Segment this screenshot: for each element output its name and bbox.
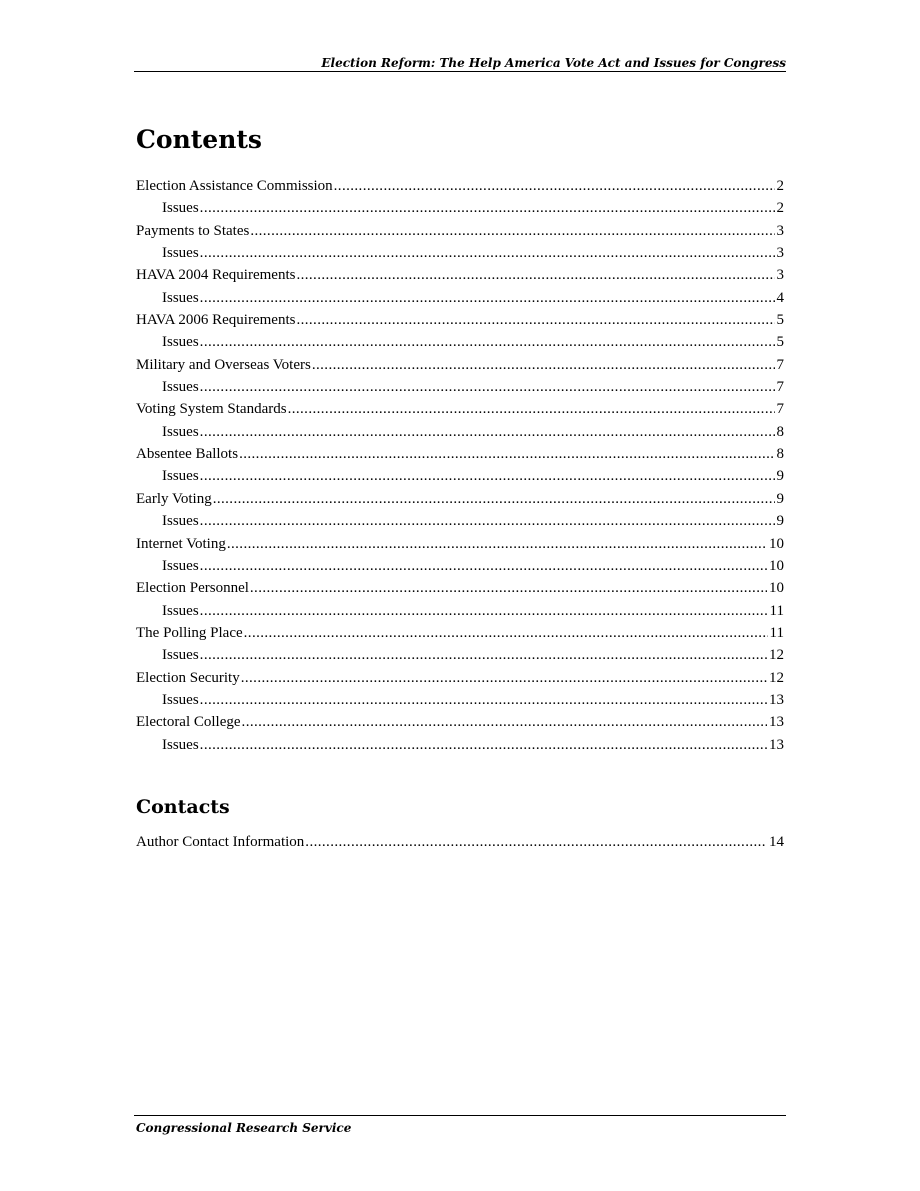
- toc-page-number: 2: [776, 178, 784, 194]
- toc-entry-title: Issues: [162, 513, 199, 530]
- toc-entry-link[interactable]: [136, 711, 784, 733]
- toc-subentry-link[interactable]: [136, 242, 784, 264]
- toc-entry-title: Issues: [162, 557, 199, 574]
- toc-entry-title: The Polling Place: [136, 624, 243, 641]
- toc-page-number: 8: [776, 423, 784, 440]
- toc-entry-title: Author Contact Information: [136, 834, 305, 850]
- contents-list: [136, 175, 784, 756]
- toc-page-number: 3: [776, 267, 784, 284]
- toc-entry-title: Voting System Standards: [136, 401, 287, 418]
- toc-subentry-link[interactable]: [136, 197, 784, 219]
- toc-page-number: 14: [769, 834, 784, 850]
- toc-page-number: 12: [769, 647, 784, 664]
- toc-entry-title: Military and Overseas Voters: [136, 356, 311, 373]
- contents-heading: Contents: [136, 125, 263, 154]
- toc-entry-title: Payments to States: [136, 222, 250, 239]
- contacts-list: [136, 831, 784, 853]
- dot-leader: [250, 577, 767, 599]
- toc-entry-link[interactable]: [136, 533, 784, 555]
- toc-entry-title: Issues: [162, 334, 199, 351]
- toc-page-number: 12: [769, 669, 784, 686]
- toc-entry-title: HAVA 2004 Requirements: [136, 267, 296, 284]
- toc-entry-title: Electoral College: [136, 714, 241, 731]
- toc-page-number: 9: [776, 513, 784, 530]
- toc-page-number: 9: [776, 468, 784, 485]
- toc-page-number: 7: [776, 356, 784, 373]
- toc-page-number: 8: [776, 446, 784, 463]
- dot-leader: [200, 510, 775, 532]
- dot-leader: [213, 488, 775, 510]
- toc-page-number: 4: [776, 289, 784, 306]
- toc-page-number: 7: [776, 379, 784, 396]
- dot-leader: [200, 644, 767, 666]
- toc-entry-link[interactable]: [136, 398, 784, 420]
- dot-leader: [242, 711, 767, 733]
- dot-leader: [200, 421, 775, 443]
- running-footer-publisher: Congressional Research Service: [136, 1121, 352, 1135]
- toc-subentry-link[interactable]: [136, 331, 784, 353]
- toc-page-number: 2: [776, 200, 784, 217]
- dot-leader: [200, 734, 767, 756]
- toc-entry-title: Issues: [162, 647, 199, 664]
- toc-entry-link[interactable]: [136, 488, 784, 510]
- dot-leader: [200, 376, 775, 398]
- toc-page-number: 3: [776, 245, 784, 262]
- dot-leader: [200, 600, 768, 622]
- toc-entry-title: HAVA 2006 Requirements: [136, 312, 296, 329]
- dot-leader: [312, 354, 775, 376]
- toc-entry-title: Issues: [162, 602, 199, 619]
- running-header-title: Election Reform: The Help America Vote Act and Issues for Congress: [321, 56, 786, 70]
- toc-subentry-link[interactable]: [136, 376, 784, 398]
- toc-page-number: 10: [769, 535, 784, 552]
- toc-entry-title: Internet Voting: [136, 535, 226, 552]
- contacts-heading: Contacts: [136, 796, 230, 818]
- toc-entry-link[interactable]: [136, 264, 784, 286]
- dot-leader: [200, 331, 775, 353]
- toc-entry-link[interactable]: [136, 309, 784, 331]
- dot-leader: [305, 831, 767, 853]
- toc-entry-title: Issues: [162, 736, 199, 753]
- toc-page-number: 13: [769, 736, 784, 753]
- toc-entry-title: Issues: [162, 245, 199, 262]
- toc-entry-title: Issues: [162, 691, 199, 708]
- toc-entry-link[interactable]: [136, 831, 784, 853]
- dot-leader: [200, 689, 767, 711]
- dot-leader: [200, 242, 775, 264]
- toc-page-number: 5: [776, 334, 784, 351]
- dot-leader: [241, 667, 767, 689]
- dot-leader: [200, 465, 775, 487]
- toc-page-number: 13: [769, 691, 784, 708]
- footer-rule: [134, 1115, 786, 1116]
- dot-leader: [244, 622, 768, 644]
- toc-entry-link[interactable]: [136, 622, 784, 644]
- dot-leader: [200, 197, 775, 219]
- toc-entry-title: Issues: [162, 379, 199, 396]
- toc-entry-title: Issues: [162, 289, 199, 306]
- toc-subentry-link[interactable]: [136, 555, 784, 577]
- toc-subentry-link[interactable]: [136, 734, 784, 756]
- toc-subentry-link[interactable]: [136, 465, 784, 487]
- toc-entry-link[interactable]: [136, 667, 784, 689]
- toc-subentry-link[interactable]: [136, 689, 784, 711]
- toc-entry-title: Election Security: [136, 669, 240, 686]
- toc-subentry-link[interactable]: [136, 644, 784, 666]
- toc-entry-title: Issues: [162, 468, 199, 485]
- dot-leader: [288, 398, 775, 420]
- toc-page-number: 5: [776, 312, 784, 329]
- toc-page-number: 9: [776, 490, 784, 507]
- toc-entry-title: Election Personnel: [136, 580, 249, 597]
- toc-page-number: 11: [769, 624, 784, 641]
- toc-entry-title: Early Voting: [136, 490, 212, 507]
- toc-subentry-link[interactable]: [136, 421, 784, 443]
- toc-entry-title: Absentee Ballots: [136, 446, 239, 463]
- toc-entry-link[interactable]: [136, 354, 784, 376]
- toc-entry-link[interactable]: [136, 443, 784, 465]
- dot-leader: [200, 287, 775, 309]
- toc-subentry-link[interactable]: [136, 287, 784, 309]
- toc-entry-title: Issues: [162, 423, 199, 440]
- toc-subentry-link[interactable]: [136, 510, 784, 532]
- toc-entry-link[interactable]: [136, 577, 784, 599]
- dot-leader: [296, 309, 774, 331]
- toc-page-number: 7: [776, 401, 784, 418]
- toc-page-number: 13: [769, 714, 784, 731]
- header-rule: [134, 71, 786, 72]
- toc-entry-link[interactable]: [136, 175, 784, 197]
- toc-page-number: 10: [769, 580, 784, 597]
- dot-leader: [227, 533, 767, 555]
- dot-leader: [334, 175, 775, 197]
- toc-entry-link[interactable]: [136, 220, 784, 242]
- dot-leader: [296, 264, 774, 286]
- toc-page-number: 11: [769, 602, 784, 619]
- toc-entry-title: Issues: [162, 200, 199, 217]
- toc-page-number: 3: [776, 222, 784, 239]
- dot-leader: [239, 443, 774, 465]
- toc-page-number: 10: [769, 557, 784, 574]
- toc-entry-title: Election Assistance Commission: [136, 178, 333, 194]
- dot-leader: [250, 220, 774, 242]
- dot-leader: [200, 555, 767, 577]
- toc-subentry-link[interactable]: [136, 600, 784, 622]
